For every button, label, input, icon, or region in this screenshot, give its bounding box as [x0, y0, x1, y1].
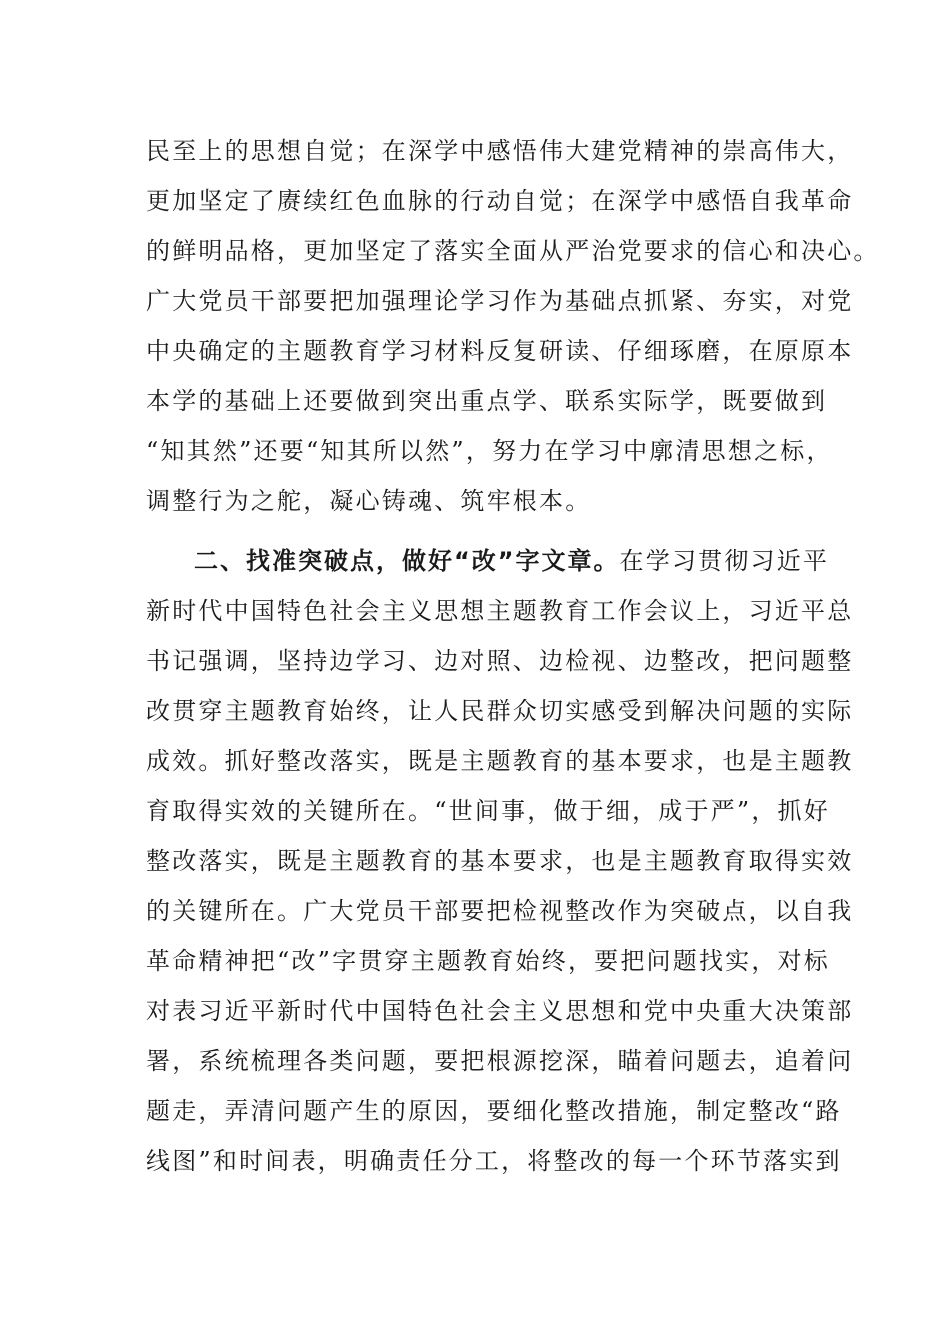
paragraph-2-line-8: 的关键所在。广大党员干部要把检视整改作为突破点，以自我 — [146, 897, 854, 925]
paragraph-1-line-1: 民至上的思想自觉；在深学中感悟伟大建党精神的崇高伟大， — [146, 137, 854, 165]
paragraph-2-line-3: 书记强调，坚持边学习、边对照、边检视、边整改，把问题整 — [146, 647, 854, 675]
paragraph-2-line-6: 育取得实效的关键所在。“世间事，做于细，成于严”，抓好 — [146, 797, 830, 825]
paragraph-2-line-12: 题走，弄清问题产生的原因，要细化整改措施，制定整改“路 — [146, 1097, 842, 1125]
paragraph-2-line-1 — [194, 546, 829, 576]
paragraph-2-line-10: 对表习近平新时代中国特色社会主义思想和党中央重大决策部 — [146, 997, 854, 1025]
paragraph-2-first-line-text: 在学习贯彻习近平 — [619, 547, 830, 575]
paragraph-1-line-7: “知其然”还要“知其所以然”，努力在学习中廓清思想之标， — [146, 437, 833, 465]
paragraph-2-line-4: 改贯穿主题教育始终，让人民群众切实感受到解决问题的实际 — [146, 697, 854, 725]
paragraph-1-line-2: 更加坚定了赓续红色血脉的行动自觉；在深学中感悟自我革命 — [146, 187, 854, 215]
paragraph-2-line-9: 革命精神把“改”字贯穿主题教育始终，要把问题找实，对标 — [146, 947, 830, 975]
paragraph-1-line-8: 调整行为之舵，凝心铸魂、筑牢根本。 — [146, 487, 592, 515]
paragraph-2-line-2: 新时代中国特色社会主义思想主题教育工作会议上，习近平总 — [146, 597, 854, 625]
paragraph-2-line-13: 线图”和时间表，明确责任分工，将整改的每一个环节落实到 — [146, 1147, 842, 1175]
paragraph-2-line-5: 成效。抓好整改落实，既是主题教育的基本要求，也是主题教 — [146, 747, 854, 775]
paragraph-1-line-3: 的鲜明品格，更加坚定了落实全面从严治党要求的信心和决心。 — [146, 237, 880, 265]
section-heading: 二、找准突破点，做好“改”字文章。 — [194, 547, 620, 575]
paragraph-2-line-7: 整改落实，既是主题教育的基本要求，也是主题教育取得实效 — [146, 847, 854, 875]
paragraph-2-line-11: 署，系统梳理各类问题，要把根源挖深，瞄着问题去，追着问 — [146, 1047, 854, 1075]
paragraph-1-line-6: 本学的基础上还要做到突出重点学、联系实际学，既要做到 — [146, 387, 828, 415]
paragraph-1-line-4: 广大党员干部要把加强理论学习作为基础点抓紧、夯实，对党 — [146, 287, 854, 315]
paragraph-1-line-5: 中央确定的主题教育学习材料反复研读、仔细琢磨，在原原本 — [146, 337, 854, 365]
